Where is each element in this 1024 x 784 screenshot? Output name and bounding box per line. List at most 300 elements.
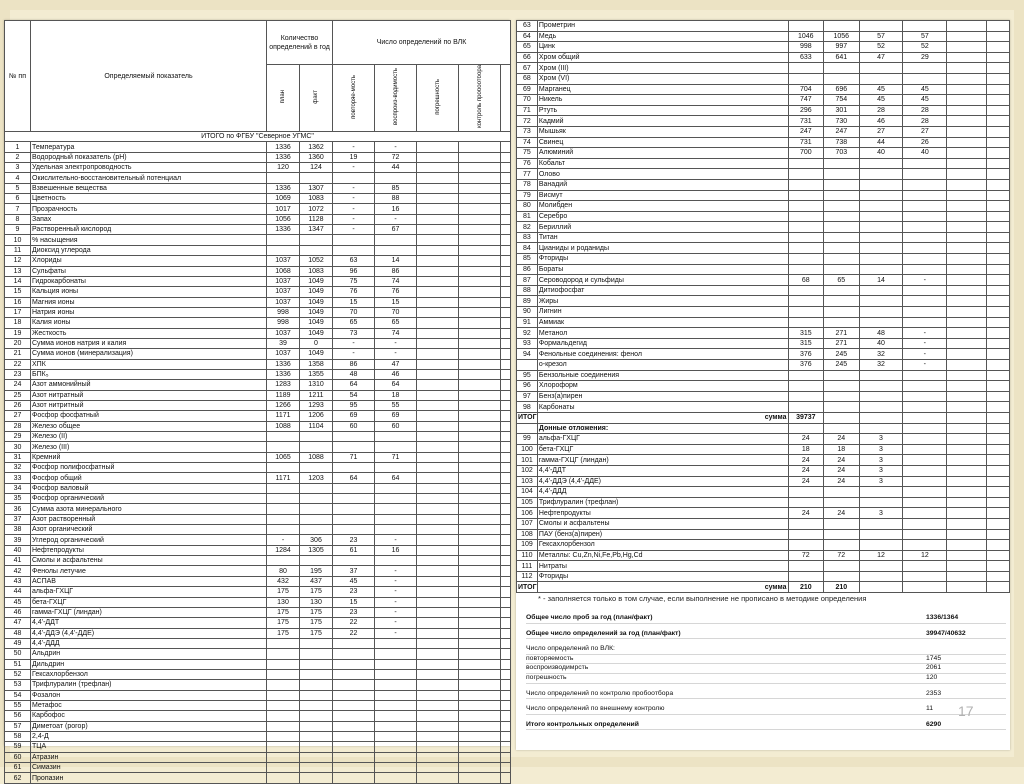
row-fact: 195 [300,566,333,576]
table-row [517,391,1010,402]
row-vlk-2 [375,731,417,741]
row-fact [824,285,860,296]
row-number: 37 [5,514,31,524]
row-plan [788,264,824,275]
row-plan [788,232,824,243]
row-vlk-1 [333,669,375,679]
empty-cell [459,763,501,773]
row-vlk-2: 40 [903,148,947,159]
empty-cell [417,607,459,617]
empty-cell [417,556,459,566]
row-indicator: Карбофос [31,711,267,721]
row-vlk-1: 47 [859,52,903,63]
row-fact [300,442,333,452]
row-number: 8 [5,214,31,224]
row-vlk-1: 3 [859,444,903,455]
row-vlk-1: 48 [859,328,903,339]
empty-cell [417,400,459,410]
row-number: 46 [5,607,31,617]
row-number: 85 [517,254,538,265]
row-vlk-1 [333,494,375,504]
empty-cell [501,649,511,659]
table-row [5,214,511,224]
row-number: 31 [5,452,31,462]
empty-cell [501,494,511,504]
row-number: 92 [517,328,538,339]
row-fact: 24 [824,508,860,519]
empty-cell [986,434,1009,445]
empty-cell [986,42,1009,53]
row-vlk-1 [859,296,903,307]
row-fact [824,201,860,212]
row-number: 69 [517,84,538,95]
row-indicator: Ванадий [537,179,788,190]
empty-cell [459,276,501,286]
empty-cell [459,680,501,690]
row-indicator: Магния ионы [31,297,267,307]
row-number: 14 [5,276,31,286]
row-indicator: Железо (II) [31,432,267,442]
empty-cell [459,204,501,214]
table-row [517,434,1010,445]
row-fact [824,529,860,540]
row-fact: 1355 [300,369,333,379]
table-row [5,525,511,535]
row-fact: 696 [824,84,860,95]
empty-cell [501,773,511,783]
itog2-row [517,582,1010,593]
row-indicator: Сумма ионов натрия и калия [31,338,267,348]
row-indicator: Титан [537,232,788,243]
table-row [517,465,1010,476]
row-vlk-1 [333,649,375,659]
empty-cell [947,444,987,455]
row-fact [824,381,860,392]
row-fact: 437 [300,576,333,586]
row-vlk-2 [903,169,947,180]
row-number: 18 [5,318,31,328]
row-plan: 68 [788,275,824,286]
row-fact: 1347 [300,225,333,235]
row-fact: 1310 [300,380,333,390]
table-row [517,232,1010,243]
empty-cell [947,158,987,169]
row-number: 89 [517,296,538,307]
row-fact [300,504,333,514]
row-vlk-2 [903,455,947,466]
empty-cell [417,225,459,235]
row-vlk-2 [903,571,947,582]
row-number [517,360,538,371]
empty-cell [947,455,987,466]
empty-cell [459,142,501,152]
row-fact: 1305 [300,545,333,555]
row-fact [824,211,860,222]
empty-cell [417,307,459,317]
empty-cell [947,402,987,413]
row-fact [824,370,860,381]
row-vlk-1: 15 [333,597,375,607]
table-row [517,307,1010,318]
itog1-row [517,412,1010,423]
row-plan: 700 [788,148,824,159]
row-indicator: Медь [537,31,788,42]
row-plan: 72 [788,550,824,561]
row-vlk-1: 32 [859,349,903,360]
table-row [517,116,1010,127]
table-row [517,31,1010,42]
row-fact: 1049 [300,328,333,338]
empty-cell [501,276,511,286]
row-vlk-2 [375,432,417,442]
empty-cell [417,297,459,307]
row-number: 93 [517,338,538,349]
row-indicator: Алюминий [537,148,788,159]
row-indicator: Фенолы летучие [31,566,267,576]
empty-cell [459,194,501,204]
empty-cell [459,328,501,338]
row-plan [788,169,824,180]
empty-cell [947,434,987,445]
row-indicator: Гексахлорбензол [31,669,267,679]
row-plan [788,561,824,572]
empty-cell [501,432,511,442]
row-plan: 18 [788,444,824,455]
row-plan [267,514,300,524]
table-row [517,328,1010,339]
row-plan [788,158,824,169]
empty-cell [501,566,511,576]
row-vlk-2 [903,201,947,212]
empty-cell [459,525,501,535]
row-number: 62 [5,773,31,783]
row-plan: 1046 [788,31,824,42]
row-indicator: 4,4'-ДДЭ (4,4'-ДДЕ) [537,476,788,487]
row-fact [300,245,333,255]
row-indicator: Трифлуралин (трефлан) [537,497,788,508]
empty-cell [986,487,1009,498]
row-indicator: Металлы: Cu,Zn,Ni,Fe,Pb,Hg,Cd [537,550,788,561]
row-fact: 271 [824,338,860,349]
row-fact: 0 [300,338,333,348]
empty-cell [501,690,511,700]
row-vlk-1: - [333,183,375,193]
row-indicator: Серебро [537,211,788,222]
row-vlk-1 [859,529,903,540]
empty-cell [501,307,511,317]
empty-cell [501,142,511,152]
row-fact: 754 [824,95,860,106]
row-vlk-1 [333,659,375,669]
empty-cell [986,338,1009,349]
row-indicator: Метафос [31,700,267,710]
table-row [5,194,511,204]
empty-cell [459,349,501,359]
row-plan: 998 [788,42,824,53]
row-fact: 271 [824,328,860,339]
row-vlk-2 [375,494,417,504]
row-plan: 704 [788,84,824,95]
empty-cell [459,173,501,183]
empty-cell [947,285,987,296]
row-plan [267,494,300,504]
row-indicator: Симазин [31,763,267,773]
row-vlk-1 [333,773,375,783]
row-vlk-1 [333,442,375,452]
row-indicator: Железо общее [31,421,267,431]
empty-cell [501,742,511,752]
row-plan [788,211,824,222]
row-number: 28 [5,421,31,431]
empty-cell [986,63,1009,74]
row-number: 51 [5,659,31,669]
empty-cell [947,571,987,582]
empty-cell [947,42,987,53]
table-row [5,607,511,617]
row-vlk-1 [859,381,903,392]
row-vlk-2 [375,504,417,514]
row-plan: 1065 [267,452,300,462]
row-plan: 1171 [267,411,300,421]
empty-cell [986,201,1009,212]
empty-cell [417,359,459,369]
row-vlk-1: 19 [333,152,375,162]
row-number: 34 [5,483,31,493]
table-row [517,285,1010,296]
row-number: 63 [517,21,538,32]
empty-cell [947,370,987,381]
sediment-title-row [517,423,1010,434]
row-plan: 1068 [267,266,300,276]
row-vlk-2: 47 [375,359,417,369]
row-plan: 24 [788,434,824,445]
empty-cell [417,452,459,462]
row-fact: 1358 [300,359,333,369]
empty-cell [986,518,1009,529]
row-fact [824,561,860,572]
row-number: 107 [517,518,538,529]
itog1-sum-label: сумма [537,412,788,423]
table-row [5,390,511,400]
row-vlk-1: - [333,163,375,173]
row-vlk-2: 70 [375,307,417,317]
empty-cell [417,525,459,535]
row-vlk-1: 3 [859,465,903,476]
row-fact: 730 [824,116,860,127]
empty-cell [417,649,459,659]
table-row [5,504,511,514]
row-fact: 1088 [300,452,333,462]
row-plan: 1037 [267,328,300,338]
row-number: 82 [517,222,538,233]
empty-cell [986,31,1009,42]
table-row [5,680,511,690]
row-vlk-1: 40 [859,338,903,349]
empty-cell [417,338,459,348]
empty-cell [501,442,511,452]
row-fact: 1293 [300,400,333,410]
table-row [5,618,511,628]
row-fact [824,497,860,508]
empty-cell [417,504,459,514]
row-plan: 1171 [267,473,300,483]
row-vlk-2 [903,529,947,540]
row-vlk-2 [375,525,417,535]
row-plan [267,556,300,566]
row-plan [267,649,300,659]
row-number: 101 [517,455,538,466]
row-fact [300,700,333,710]
row-indicator: Фториды [537,571,788,582]
row-indicator: Формальдегид [537,338,788,349]
row-vlk-2: - [375,587,417,597]
itog2-sum-label: сумма [537,582,788,593]
empty-cell [986,529,1009,540]
empty-cell [501,680,511,690]
row-fact: 245 [824,349,860,360]
row-number: 53 [5,680,31,690]
row-fact: 24 [824,476,860,487]
row-plan [788,307,824,318]
row-number: 78 [517,179,538,190]
row-vlk-1 [333,556,375,566]
empty-cell [459,566,501,576]
row-vlk-2: 67 [375,225,417,235]
empty-cell [986,21,1009,32]
row-vlk-1: 23 [333,535,375,545]
empty-cell [417,266,459,276]
row-plan: 998 [267,307,300,317]
empty-cell [947,381,987,392]
empty-cell [501,194,511,204]
row-number: 12 [5,256,31,266]
row-number: 86 [517,264,538,275]
row-number: 15 [5,287,31,297]
row-number: 103 [517,476,538,487]
empty-cell [947,328,987,339]
row-vlk-1 [333,245,375,255]
row-vlk-1: 3 [859,476,903,487]
table-row [5,638,511,648]
row-indicator: 4,4'-ДДТ [537,465,788,476]
row-vlk-2 [903,476,947,487]
table-row [5,463,511,473]
row-indicator: ХПК [31,359,267,369]
row-vlk-1: 32 [859,360,903,371]
empty-cell [417,432,459,442]
row-number: 79 [517,190,538,201]
empty-cell [986,105,1009,116]
row-indicator: Запах [31,214,267,224]
row-indicator: Лигнин [537,307,788,318]
row-indicator: Дильдрин [31,659,267,669]
row-plan: 24 [788,465,824,476]
row-fact: 738 [824,137,860,148]
row-plan: 1336 [267,142,300,152]
row-vlk-1 [859,370,903,381]
row-fact [300,742,333,752]
table-row [5,514,511,524]
row-indicator: 4,4'-ДДД [31,638,267,648]
sediment-title: Донные отложения: [537,423,788,434]
empty-cell [986,232,1009,243]
row-indicator: альфа-ГХЦГ [537,434,788,445]
row-vlk-2 [903,540,947,551]
table-row [5,421,511,431]
row-vlk-2 [903,285,947,296]
row-indicator: Температура [31,142,267,152]
row-number: 84 [517,243,538,254]
row-plan [788,243,824,254]
row-vlk-1 [333,173,375,183]
row-fact [824,391,860,402]
summary-sampling-control: Число определений по контролю пробоотбора 2353 [526,690,1006,700]
row-vlk-2: 16 [375,545,417,555]
row-fact: 1128 [300,214,333,224]
empty-cell [947,52,987,63]
summary-definitions: Общее число определений за год (план/факт) 39947/40632 [526,630,1006,640]
row-fact [824,190,860,201]
row-vlk-1 [859,497,903,508]
table-row [5,349,511,359]
empty-cell [417,411,459,421]
row-vlk-1: 96 [333,266,375,276]
row-vlk-2: 45 [903,84,947,95]
row-indicator: Железо (III) [31,442,267,452]
row-number: 1 [5,142,31,152]
row-indicator: БПК₅ [31,369,267,379]
table-row [5,411,511,421]
table-row [517,381,1010,392]
row-vlk-2 [903,465,947,476]
row-number: 26 [5,400,31,410]
row-fact [824,317,860,328]
row-indicator: Азот аммонийный [31,380,267,390]
empty-cell [459,256,501,266]
row-indicator: Удельная электропроводность [31,163,267,173]
row-number: 20 [5,338,31,348]
summary-reproducibility: воспроизводимрсть 2061 [526,664,1006,674]
table-row [5,307,511,317]
row-vlk-2: 52 [903,42,947,53]
row-plan: 1189 [267,390,300,400]
empty-cell [417,669,459,679]
row-plan [267,711,300,721]
empty-cell [417,204,459,214]
row-number: 64 [517,31,538,42]
empty-cell [459,411,501,421]
table-row [517,550,1010,561]
row-plan: 1336 [267,369,300,379]
empty-cell [501,638,511,648]
empty-cell [459,628,501,638]
row-plan: 1037 [267,349,300,359]
row-number: 97 [517,391,538,402]
empty-cell [947,137,987,148]
row-vlk-1: 44 [859,137,903,148]
row-vlk-2: 85 [375,183,417,193]
row-vlk-1 [859,561,903,572]
table-row [517,264,1010,275]
row-plan [267,690,300,700]
row-fact [300,773,333,783]
row-vlk-1: - [333,204,375,214]
row-indicator: Прозрачность [31,204,267,214]
table-row [5,369,511,379]
table-row [517,211,1010,222]
row-plan [267,638,300,648]
empty-cell [947,508,987,519]
